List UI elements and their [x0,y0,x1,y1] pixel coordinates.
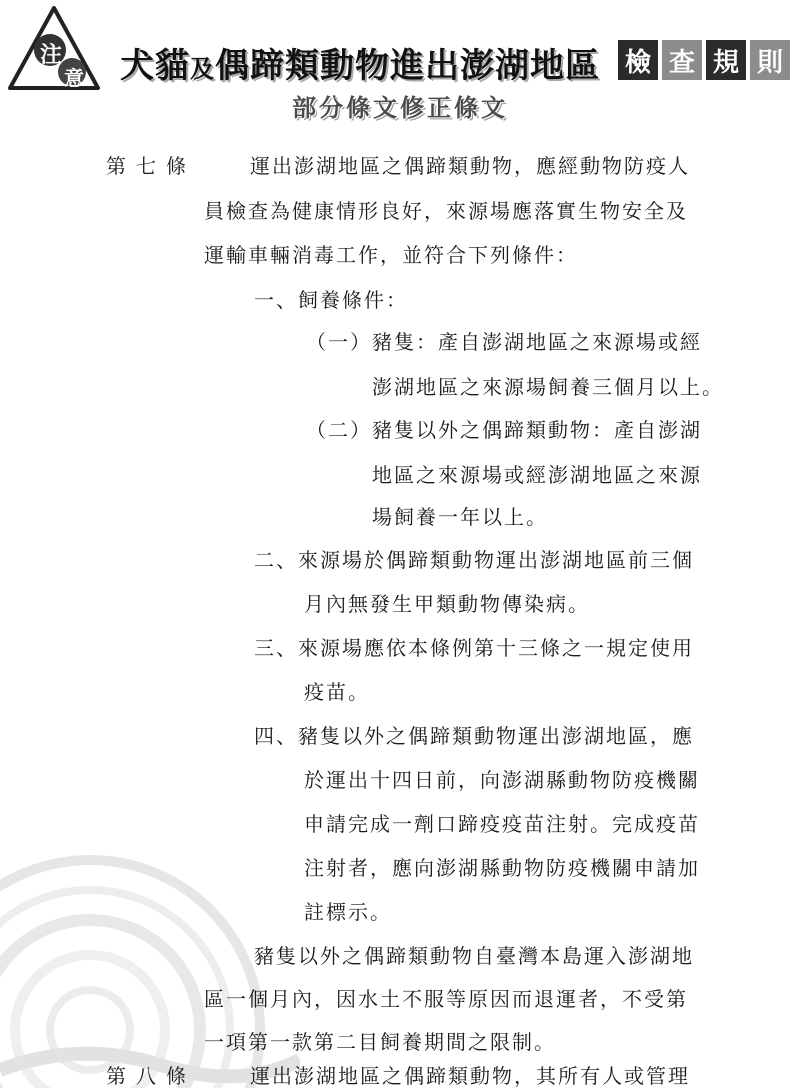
badge-char-2: 意 [64,66,84,90]
article-7-line: 注射者，應向澎湖縣動物防疫機關申請加 [304,856,700,880]
article-7-line: 疫苗。 [304,680,370,704]
article-7-line: 註標示。 [304,900,392,924]
article-7-line: 三、來源場應依本條例第十三條之一規定使用 [254,636,694,660]
article-7-line: 澎湖地區之來源場飼養三個月以上。 [372,375,724,399]
article-8-line: 運出澎湖地區之偶蹄類動物，其所有人或管理 [250,1064,690,1088]
title-box-3: 規 [706,40,746,80]
title-part-b: 及 [190,55,215,83]
article-7-line: 於運出十四日前，向澎湖縣動物防疫機關 [304,768,700,792]
article-7-line: 豬隻以外之偶蹄類動物自臺灣本島運入澎湖地 [254,944,694,968]
page-title [120,38,600,87]
article-7-line: （二）豬隻以外之偶蹄類動物：產自澎湖 [306,418,702,442]
article-7-line: 場飼養一年以上。 [372,505,548,529]
article-7-line: 四、豬隻以外之偶蹄類動物運出澎湖地區，應 [254,724,694,748]
article-7-line: 區一個月內，因水土不服等原因而退運者，不受第 [204,987,688,1011]
article-7-line: 地區之來源場或經澎湖地區之來源 [372,463,702,487]
article-7-line: 二、來源場於偶蹄類動物運出澎湖地區前三個 [254,548,694,572]
article-7-line: 運輸車輛消毒工作，並符合下列條件： [204,243,578,267]
article-7-line: 月內無發生甲類動物傳染病。 [304,592,590,616]
article-7-line: 申請完成一劑口蹄疫疫苗注射。完成疫苗 [304,812,700,836]
title-part-a: 犬貓 [120,46,190,86]
article-7-label: 第七條 [106,154,196,178]
badge-char-1: 注 [40,43,63,68]
title-part-c: 偶蹄類動物進出澎湖地區 [215,46,600,86]
attention-badge [6,4,102,94]
article-7-line: 員檢查為健康情形良好，來源場應落實生物安全及 [204,199,688,223]
title-boxes [618,40,790,80]
page-subtitle: 部分條文修正條文 [292,94,508,122]
article-7-line: 一項第一款第二目飼養期間之限制。 [204,1030,556,1054]
article-7-line: （一）豬隻：產自澎湖地區之來源場或經 [306,330,702,354]
title-box-1: 檢 [618,40,658,80]
article-7-line: 運出澎湖地區之偶蹄類動物，應經動物防疫人 [250,154,690,178]
title-box-4: 則 [750,40,790,80]
article-8-label: 第八條 [106,1064,196,1088]
article-7-line: 一、飼養條件： [254,288,408,312]
title-box-2: 查 [662,40,702,80]
page-header [0,0,800,135]
